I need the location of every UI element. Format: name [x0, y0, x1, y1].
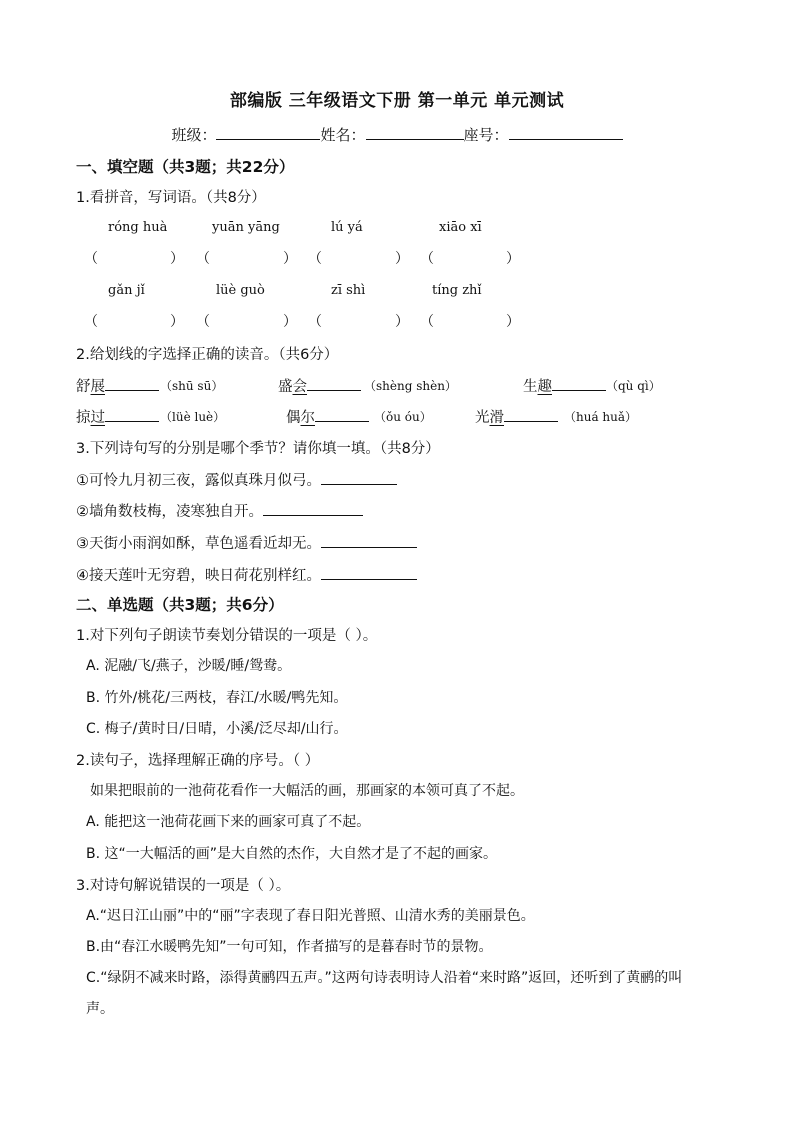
- s2-q1-stem: 1.对下列句子朗读节奏划分错误的一项是（ ）。: [76, 628, 378, 644]
- reading-choice-6: （huá huǎ）: [564, 410, 638, 424]
- reading-item-3: 生趣: [523, 375, 606, 396]
- s2-q1-option-a[interactable]: A. 泥融/飞/燕子，沙暖/睡/鸳鸯。: [86, 658, 292, 674]
- season-blank-4[interactable]: [321, 565, 417, 580]
- name-label: 姓名：: [320, 126, 366, 144]
- reading-item-1: 舒展: [76, 375, 159, 396]
- answer-paren-1-close: ）: [170, 251, 184, 267]
- s2-q2-sentence: 如果把眼前的一池荷花看作一大幅活的画，那画家的本领可真了不起。: [90, 783, 524, 799]
- answer-paren-7-close: ）: [395, 314, 409, 330]
- answer-paren-3-close: ）: [395, 251, 409, 267]
- class-blank[interactable]: [216, 124, 320, 140]
- s2-q3-option-c-cont: 声。: [86, 1001, 114, 1017]
- reading-item-2: 盛会: [278, 375, 361, 396]
- answer-paren-2-close: ）: [283, 251, 297, 267]
- reading-blank-2[interactable]: [307, 376, 361, 391]
- pinyin-4: xiāo xī: [439, 220, 482, 235]
- poem-line-2: ②墙角数枝梅，凌寒独自开。: [76, 500, 363, 521]
- class-label: 班级：: [171, 126, 217, 144]
- s2-q2-stem: 2.读句子，选择理解正确的序号。（ ）: [76, 753, 320, 769]
- s1-q3-stem: 3.下列诗句写的分别是哪个季节？请你填一填。（共8分）: [76, 441, 440, 457]
- poem-line-4: ④接天莲叶无穷碧，映日荷花别样红。: [76, 564, 417, 585]
- pinyin-1: róng huà: [108, 220, 168, 235]
- seat-blank[interactable]: [509, 124, 623, 140]
- answer-paren-3[interactable]: （: [308, 251, 322, 267]
- pinyin-8: tíng zhǐ: [432, 283, 482, 298]
- section1-heading: 一、填空题（共3题；共22分）: [76, 158, 295, 176]
- s2-q2-option-b[interactable]: B. 这“一大幅活的画”是大自然的杰作，大自然才是了不起的画家。: [86, 846, 498, 862]
- reading-blank-1[interactable]: [105, 376, 159, 391]
- reading-blank-5[interactable]: [315, 407, 369, 422]
- pinyin-2: yuān yāng: [212, 220, 280, 235]
- reading-choice-1: （shū sū）: [160, 379, 224, 393]
- reading-choice-5: （ǒu óu）: [374, 410, 432, 424]
- reading-blank-4[interactable]: [105, 407, 159, 422]
- poem-line-1: ①可怜九月初三夜，露似真珠月似弓。: [76, 469, 397, 490]
- reading-choice-3: （qù qì）: [606, 379, 661, 393]
- answer-paren-6[interactable]: （: [196, 314, 210, 330]
- s2-q3-stem: 3.对诗句解说错误的一项是（ ）。: [76, 878, 291, 894]
- reading-item-5: 偶尔: [286, 406, 369, 427]
- s2-q3-option-b[interactable]: B.由“春江水暖鸭先知”一句可知，作者描写的是暮春时节的景物。: [86, 939, 493, 955]
- season-blank-3[interactable]: [321, 533, 417, 548]
- s2-q1-option-b[interactable]: B. 竹外/桃花/三两枝，春江/水暖/鸭先知。: [86, 690, 348, 706]
- reading-blank-3[interactable]: [552, 376, 606, 391]
- reading-blank-6[interactable]: [504, 407, 558, 422]
- s1-q1-stem: 1.看拼音，写词语。（共8分）: [76, 190, 266, 206]
- reading-choice-4: （lüè luè）: [160, 410, 226, 424]
- answer-paren-4[interactable]: （: [420, 251, 434, 267]
- s2-q1-option-c[interactable]: C. 梅子/黄时日/日晴，小溪/泛尽却/山行。: [86, 721, 348, 737]
- name-blank[interactable]: [366, 124, 464, 140]
- answer-paren-4-close: ）: [506, 251, 520, 267]
- answer-paren-5[interactable]: （: [84, 314, 98, 330]
- answer-paren-8[interactable]: （: [420, 314, 434, 330]
- s2-q2-option-a[interactable]: A. 能把这一池荷花画下来的画家可真了不起。: [86, 814, 371, 830]
- season-blank-1[interactable]: [321, 470, 397, 485]
- answer-paren-1[interactable]: （: [84, 251, 98, 267]
- reading-item-6: 光滑: [475, 406, 558, 427]
- answer-paren-8-close: ）: [506, 314, 520, 330]
- seat-label: 座号：: [463, 126, 509, 144]
- s2-q3-option-c[interactable]: C.“绿阴不减来时路，添得黄鹂四五声。”这两句诗表明诗人沿着“来时路”返回，还听到了黄鹂的叫: [86, 970, 683, 986]
- answer-paren-5-close: ）: [170, 314, 184, 330]
- reading-item-4: 掠过: [76, 406, 159, 427]
- student-info-line: [0, 124, 794, 145]
- answer-paren-6-close: ）: [283, 314, 297, 330]
- poem-line-3: ③天街小雨润如酥，草色遥看近却无。: [76, 532, 417, 553]
- pinyin-5: gǎn jǐ: [108, 283, 145, 298]
- s1-q2-stem: 2.给划线的字选择正确的读音。（共6分）: [76, 347, 339, 363]
- answer-paren-7[interactable]: （: [308, 314, 322, 330]
- pinyin-7: zī shì: [331, 283, 366, 298]
- season-blank-2[interactable]: [263, 501, 363, 516]
- section2-heading: 二、单选题（共3题；共6分）: [76, 596, 284, 614]
- s2-q3-option-a[interactable]: A.“迟日江山丽”中的“丽”字表现了春日阳光普照、山清水秀的美丽景色。: [86, 908, 535, 924]
- answer-paren-2[interactable]: （: [196, 251, 210, 267]
- pinyin-3: lú yá: [331, 220, 363, 235]
- pinyin-6: lüè guò: [216, 283, 265, 298]
- page-title: 部编版 三年级语文下册 第一单元 单元测试: [229, 91, 565, 111]
- reading-choice-2: （shèng shèn）: [364, 379, 457, 393]
